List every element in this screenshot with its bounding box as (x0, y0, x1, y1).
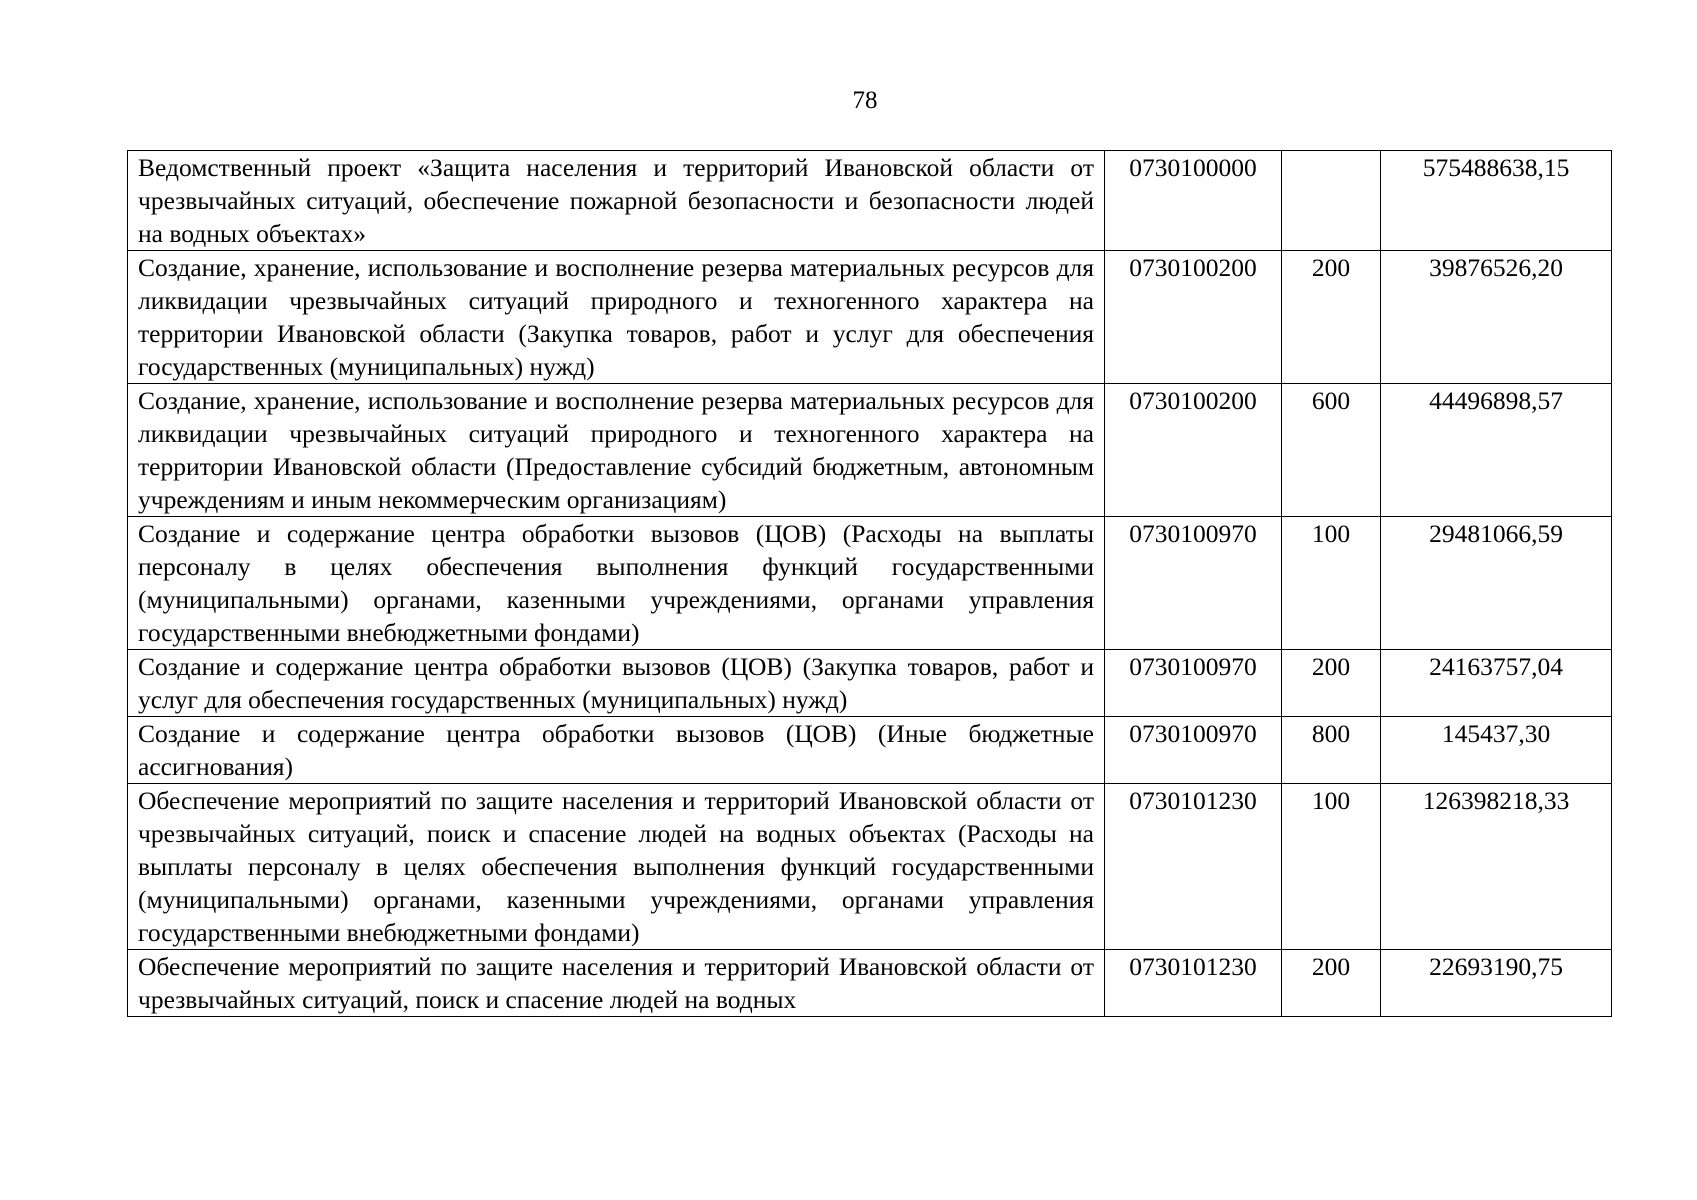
row-target-code: 0730100200 (1105, 384, 1282, 517)
row-expense-type: 600 (1282, 384, 1381, 517)
row-name: Создание, хранение, использование и восполнение резерва материальных ресурсов для ликвидации чрезвычайных ситуаций природного и техногенного характера на территории Ивановской области (Предоставление субсидий бюджетным, автономным учреждениям и иным некоммерческим организациям) (128, 384, 1105, 517)
row-name: Обеспечение мероприятий по защите населения и территорий Ивановской области от чрезвычайных ситуаций, поиск и спасение людей на водных (128, 950, 1105, 1017)
row-name: Обеспечение мероприятий по защите населения и территорий Ивановской области от чрезвычайных ситуаций, поиск и спасение людей на водных объектах (Расходы на выплаты персоналу в целях обеспечения выполнения функций государственными (муниципальными) органами, казенными учреждениями, органами управления государственными внебюджетными фондами) (128, 784, 1105, 950)
budget-table (127, 150, 1612, 1017)
table-row (128, 650, 1612, 717)
page-number: 78 (852, 87, 878, 114)
row-target-code: 0730100200 (1105, 251, 1282, 384)
row-target-code: 0730100970 (1105, 650, 1282, 717)
row-target-code: 0730101230 (1105, 784, 1282, 950)
row-name: Создание и содержание центра обработки вызовов (ЦОВ) (Расходы на выплаты персоналу в целях обеспечения выполнения функций государственными (муниципальными) органами, казенными учреждениями, органами управления государственными внебюджетными фондами) (128, 517, 1105, 650)
row-expense-type: 200 (1282, 251, 1381, 384)
table-row (128, 384, 1612, 517)
row-amount: 44496898,57 (1381, 384, 1612, 517)
table-row (128, 950, 1612, 1017)
row-expense-type: 200 (1282, 950, 1381, 1017)
table-row (128, 517, 1612, 650)
row-target-code: 0730100970 (1105, 717, 1282, 784)
row-amount: 24163757,04 (1381, 650, 1612, 717)
row-amount: 126398218,33 (1381, 784, 1612, 950)
row-target-code: 0730100000 (1105, 151, 1282, 251)
row-amount: 39876526,20 (1381, 251, 1612, 384)
row-name: Создание, хранение, использование и восполнение резерва материальных ресурсов для ликвидации чрезвычайных ситуаций природного и техногенного характера на территории Ивановской области (Закупка товаров, работ и услуг для обеспечения государственных (муниципальных) нужд) (128, 251, 1105, 384)
table-row (128, 784, 1612, 950)
row-expense-type (1282, 151, 1381, 251)
table-row (128, 717, 1612, 784)
row-target-code: 0730101230 (1105, 950, 1282, 1017)
row-expense-type: 200 (1282, 650, 1381, 717)
row-amount: 575488638,15 (1381, 151, 1612, 251)
row-name: Ведомственный проект «Защита населения и территорий Ивановской области от чрезвычайных ситуаций, обеспечение пожарной безопасности и безопасности людей на водных объектах» (128, 151, 1105, 251)
row-name: Создание и содержание центра обработки вызовов (ЦОВ) (Иные бюджетные ассигнования) (128, 717, 1105, 784)
row-name: Создание и содержание центра обработки вызовов (ЦОВ) (Закупка товаров, работ и услуг для обеспечения государственных (муниципальных) нужд) (128, 650, 1105, 717)
row-amount: 29481066,59 (1381, 517, 1612, 650)
row-expense-type: 800 (1282, 717, 1381, 784)
table-row (128, 251, 1612, 384)
table-row (128, 151, 1612, 251)
row-expense-type: 100 (1282, 517, 1381, 650)
row-amount: 145437,30 (1381, 717, 1612, 784)
row-amount: 22693190,75 (1381, 950, 1612, 1017)
row-target-code: 0730100970 (1105, 517, 1282, 650)
row-expense-type: 100 (1282, 784, 1381, 950)
